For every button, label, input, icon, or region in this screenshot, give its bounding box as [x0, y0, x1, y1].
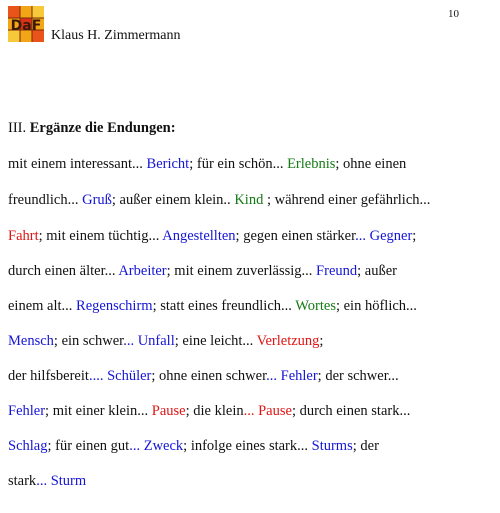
text-segment: ; außer	[357, 263, 397, 279]
text-segment: ; die klein	[185, 403, 244, 419]
exercise-line	[8, 228, 416, 245]
exercise-line	[8, 438, 379, 455]
exercise-line	[8, 298, 417, 315]
text-segment: ; ein höflich...	[335, 298, 417, 314]
text-segment: ; ohne einen schwer	[151, 368, 267, 384]
answer-word: Mensch	[8, 333, 54, 349]
exercise-line	[8, 263, 397, 280]
exercise-line	[8, 403, 410, 420]
exercise-roman-numeral: III.	[8, 120, 27, 136]
answer-word: Fehler	[8, 403, 46, 419]
text-segment: ; gegen einen stärker	[235, 228, 356, 244]
answer-word: Angestellten	[162, 228, 236, 244]
answer-word: Pause	[151, 403, 186, 419]
text-segment: ; mit einem tüchtig...	[38, 228, 163, 244]
text-segment: freundlich...	[8, 192, 83, 208]
text-segment: durch einen älter...	[8, 263, 119, 279]
answer-word: ... Gegner	[355, 228, 413, 244]
answer-word: Bericht	[146, 156, 190, 172]
text-segment: ; der	[352, 438, 379, 454]
answer-word: Erlebnis	[287, 156, 336, 172]
answer-word: Freund	[316, 263, 358, 279]
exercise-line	[8, 333, 323, 350]
answer-word: Gruß	[82, 192, 112, 208]
text-segment: mit einem interessant...	[8, 156, 147, 172]
text-segment: ; für einen gut	[47, 438, 130, 454]
text-segment: der hilfsbereit	[8, 368, 89, 384]
text-segment: ; infolge eines stark...	[183, 438, 312, 454]
text-segment: ;	[319, 333, 324, 349]
text-segment: ; außer einem klein..	[111, 192, 235, 208]
answer-word: .... Schüler	[88, 368, 152, 384]
exercise-title: Ergänze die Endungen:	[29, 120, 176, 136]
answer-word: Schlag	[8, 438, 48, 454]
answer-word: Wortes	[295, 298, 336, 314]
text-segment: ; mit einer klein...	[45, 403, 152, 419]
answer-word: ... Pause	[243, 403, 292, 419]
exercise-line	[8, 192, 430, 209]
exercise-heading	[8, 120, 176, 137]
exercise-line	[8, 368, 399, 385]
text-segment: ; eine leicht...	[174, 333, 257, 349]
exercise-line	[8, 473, 86, 490]
answer-word: Arbeiter	[118, 263, 167, 279]
answer-word: Kind	[234, 192, 264, 208]
text-segment: ; für ein schön...	[189, 156, 288, 172]
answer-word: ... Sturm	[36, 473, 87, 489]
svg-text:DaF: DaF	[10, 18, 42, 34]
page-number: 10	[448, 8, 459, 20]
text-segment: ; durch einen stark...	[291, 403, 411, 419]
author-name: Klaus H. Zimmermann	[51, 28, 181, 43]
text-segment: ; mit einem zuverlässig...	[166, 263, 317, 279]
text-segment: einem alt...	[8, 298, 77, 314]
text-segment: ; statt eines freundlich...	[152, 298, 296, 314]
text-segment: ; während einer gefährlich...	[263, 192, 431, 208]
answer-word: ... Zweck	[129, 438, 184, 454]
answer-word: ... Fehler	[266, 368, 318, 384]
answer-word: Sturms	[311, 438, 353, 454]
answer-word: Fahrt	[8, 228, 39, 244]
text-segment: ;	[412, 228, 417, 244]
text-segment: stark	[8, 473, 37, 489]
answer-word: Verletzung	[256, 333, 320, 349]
daf-logo	[8, 6, 44, 42]
text-segment: ; der schwer...	[317, 368, 399, 384]
text-segment: ; ein schwer	[53, 333, 124, 349]
answer-word: ... Unfall	[123, 333, 175, 349]
exercise-line	[8, 156, 406, 173]
text-segment: ; ohne einen	[335, 156, 407, 172]
answer-word: Regenschirm	[76, 298, 153, 314]
